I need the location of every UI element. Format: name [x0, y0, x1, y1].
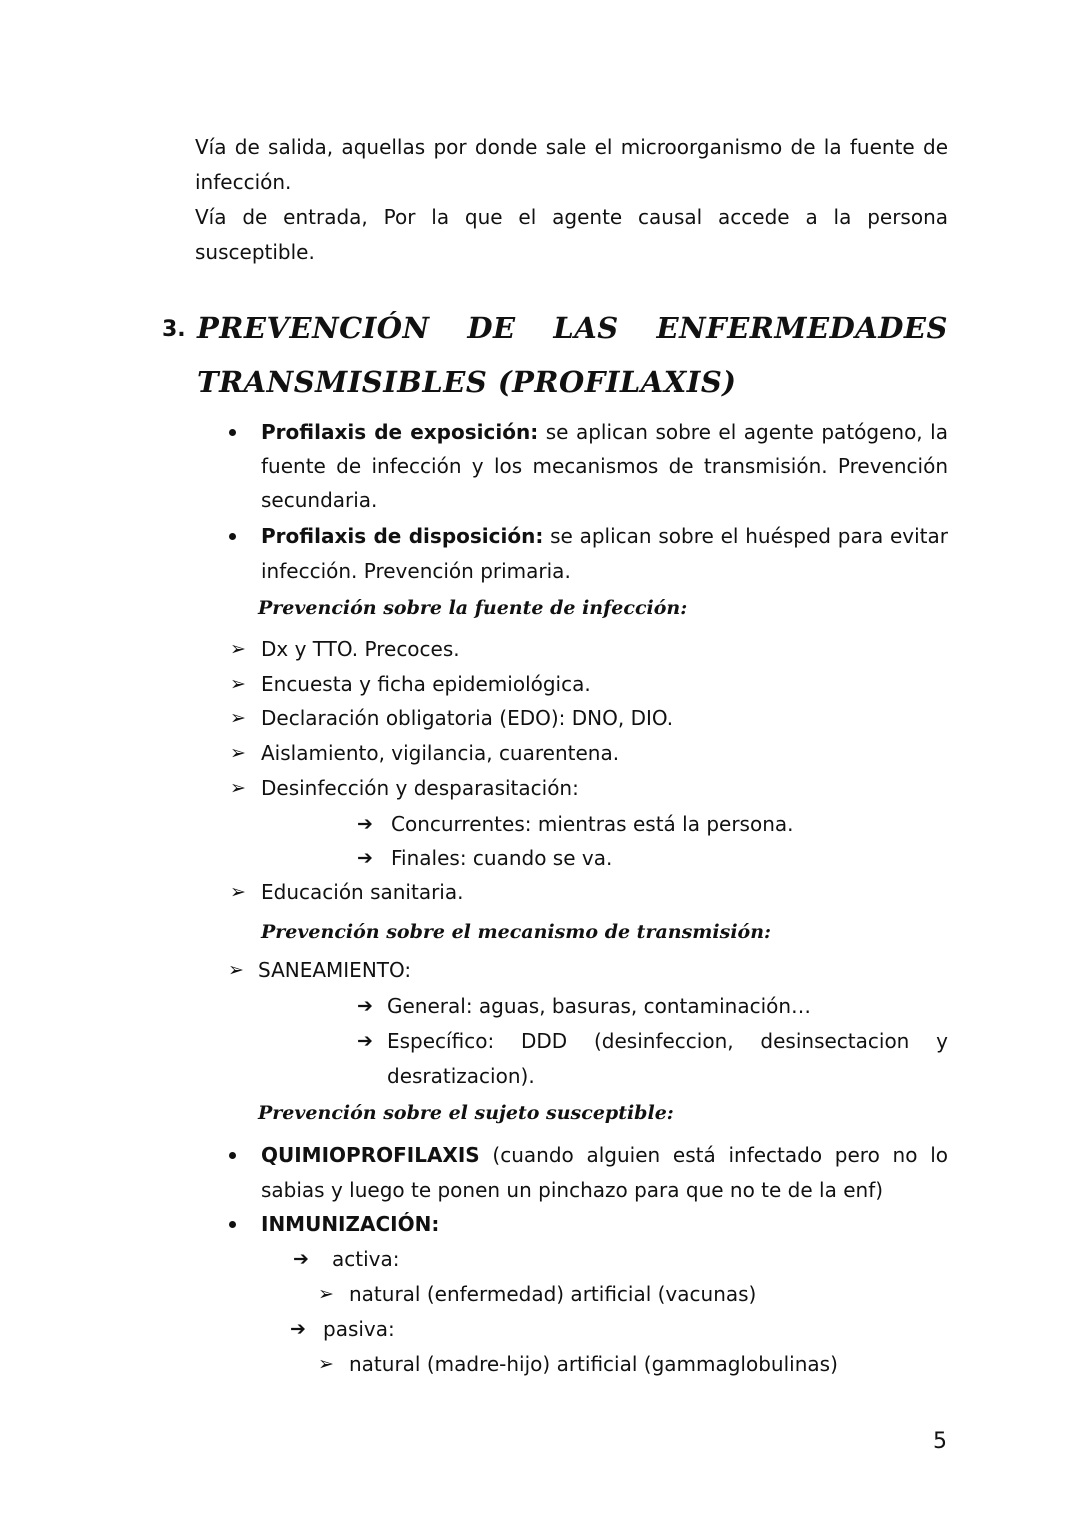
list-item: natural (madre-hijo) artificial (gammaglobulinas) — [349, 1352, 838, 1376]
list-item: Desinfección y desparasitación: — [261, 776, 579, 800]
title-word: PREVENCIÓN — [197, 311, 430, 345]
text-line: INMUNIZACIÓN: — [261, 1212, 440, 1236]
list-item: SANEAMIENTO: — [258, 958, 412, 982]
bullet-icon — [229, 429, 236, 436]
arrowhead-bullet-icon: ➢ — [230, 881, 246, 903]
arrow-bullet-icon: ➔ — [357, 813, 373, 835]
text-line: secundaria. — [261, 488, 378, 512]
text-line: Profilaxis de exposición: se aplican sobre el agente patógeno, la — [261, 420, 948, 444]
title-word: ENFERMEDADES — [656, 311, 948, 345]
title-word: LAS — [553, 311, 619, 345]
arrowhead-bullet-icon: ➢ — [318, 1353, 334, 1375]
arrow-bullet-icon: ➔ — [357, 1030, 373, 1052]
arrow-bullet-icon: ➔ — [357, 847, 373, 869]
arrow-bullet-icon: ➔ — [290, 1318, 306, 1340]
text-line: sabias y luego te ponen un pinchazo para que no te de la enf) — [261, 1178, 884, 1202]
text-line: infección. Prevención primaria. — [261, 559, 571, 583]
arrow-bullet-icon: ➔ — [293, 1248, 309, 1270]
text-line: fuente de infección y los mecanismos de transmisión. Prevención — [261, 454, 948, 478]
text-line: desratizacion). — [387, 1064, 535, 1088]
list-item: activa: — [332, 1247, 400, 1271]
bullet-icon — [229, 1152, 236, 1159]
arrowhead-bullet-icon: ➢ — [230, 742, 246, 764]
subheading: Prevención sobre el sujeto susceptible: — [258, 1102, 674, 1124]
subheading: Prevención sobre el mecanismo de transmisión: — [261, 921, 772, 943]
list-item: natural (enfermedad) artificial (vacunas) — [349, 1282, 757, 1306]
page-number: 5 — [933, 1429, 947, 1454]
text-line: Vía de entrada, Por la que el agente causal accede a la persona — [195, 205, 948, 229]
title-word: DE — [467, 311, 516, 345]
arrowhead-bullet-icon: ➢ — [230, 638, 246, 660]
list-item: General: aguas, basuras, contaminación… — [387, 994, 812, 1018]
section-title-line2: TRANSMISIBLES (PROFILAXIS) — [197, 365, 737, 399]
list-item: Específico: DDD (desinfeccion, desinsectacion y — [387, 1029, 948, 1053]
text-line: Profilaxis de disposición: se aplican sobre el huésped para evitar — [261, 524, 948, 548]
list-item: Finales: cuando se va. — [391, 846, 613, 870]
list-item: Encuesta y ficha epidemiológica. — [261, 672, 591, 696]
arrowhead-bullet-icon: ➢ — [228, 959, 244, 981]
bullet-icon — [229, 533, 236, 540]
list-item: pasiva: — [323, 1317, 395, 1341]
list-item: Declaración obligatoria (EDO): DNO, DIO. — [261, 706, 674, 730]
arrowhead-bullet-icon: ➢ — [230, 707, 246, 729]
list-item: Concurrentes: mientras está la persona. — [391, 812, 794, 836]
list-item: Dx y TTO. Precoces. — [261, 637, 460, 661]
subheading: Prevención sobre la fuente de infección: — [258, 597, 688, 619]
section-number: 3. — [162, 317, 186, 342]
list-item: Educación sanitaria. — [261, 880, 464, 904]
arrowhead-bullet-icon: ➢ — [230, 673, 246, 695]
arrowhead-bullet-icon: ➢ — [230, 777, 246, 799]
list-item: Aislamiento, vigilancia, cuarentena. — [261, 741, 620, 765]
arrowhead-bullet-icon: ➢ — [318, 1283, 334, 1305]
text-line: Vía de salida, aquellas por donde sale el microorganismo de la fuente de — [195, 135, 948, 159]
text-line: infección. — [195, 170, 292, 194]
text-line: susceptible. — [195, 240, 315, 264]
text-line: QUIMIOPROFILAXIS (cuando alguien está infectado pero no lo — [261, 1143, 948, 1167]
bullet-icon — [229, 1221, 236, 1228]
arrow-bullet-icon: ➔ — [357, 995, 373, 1017]
section-title — [197, 308, 948, 348]
